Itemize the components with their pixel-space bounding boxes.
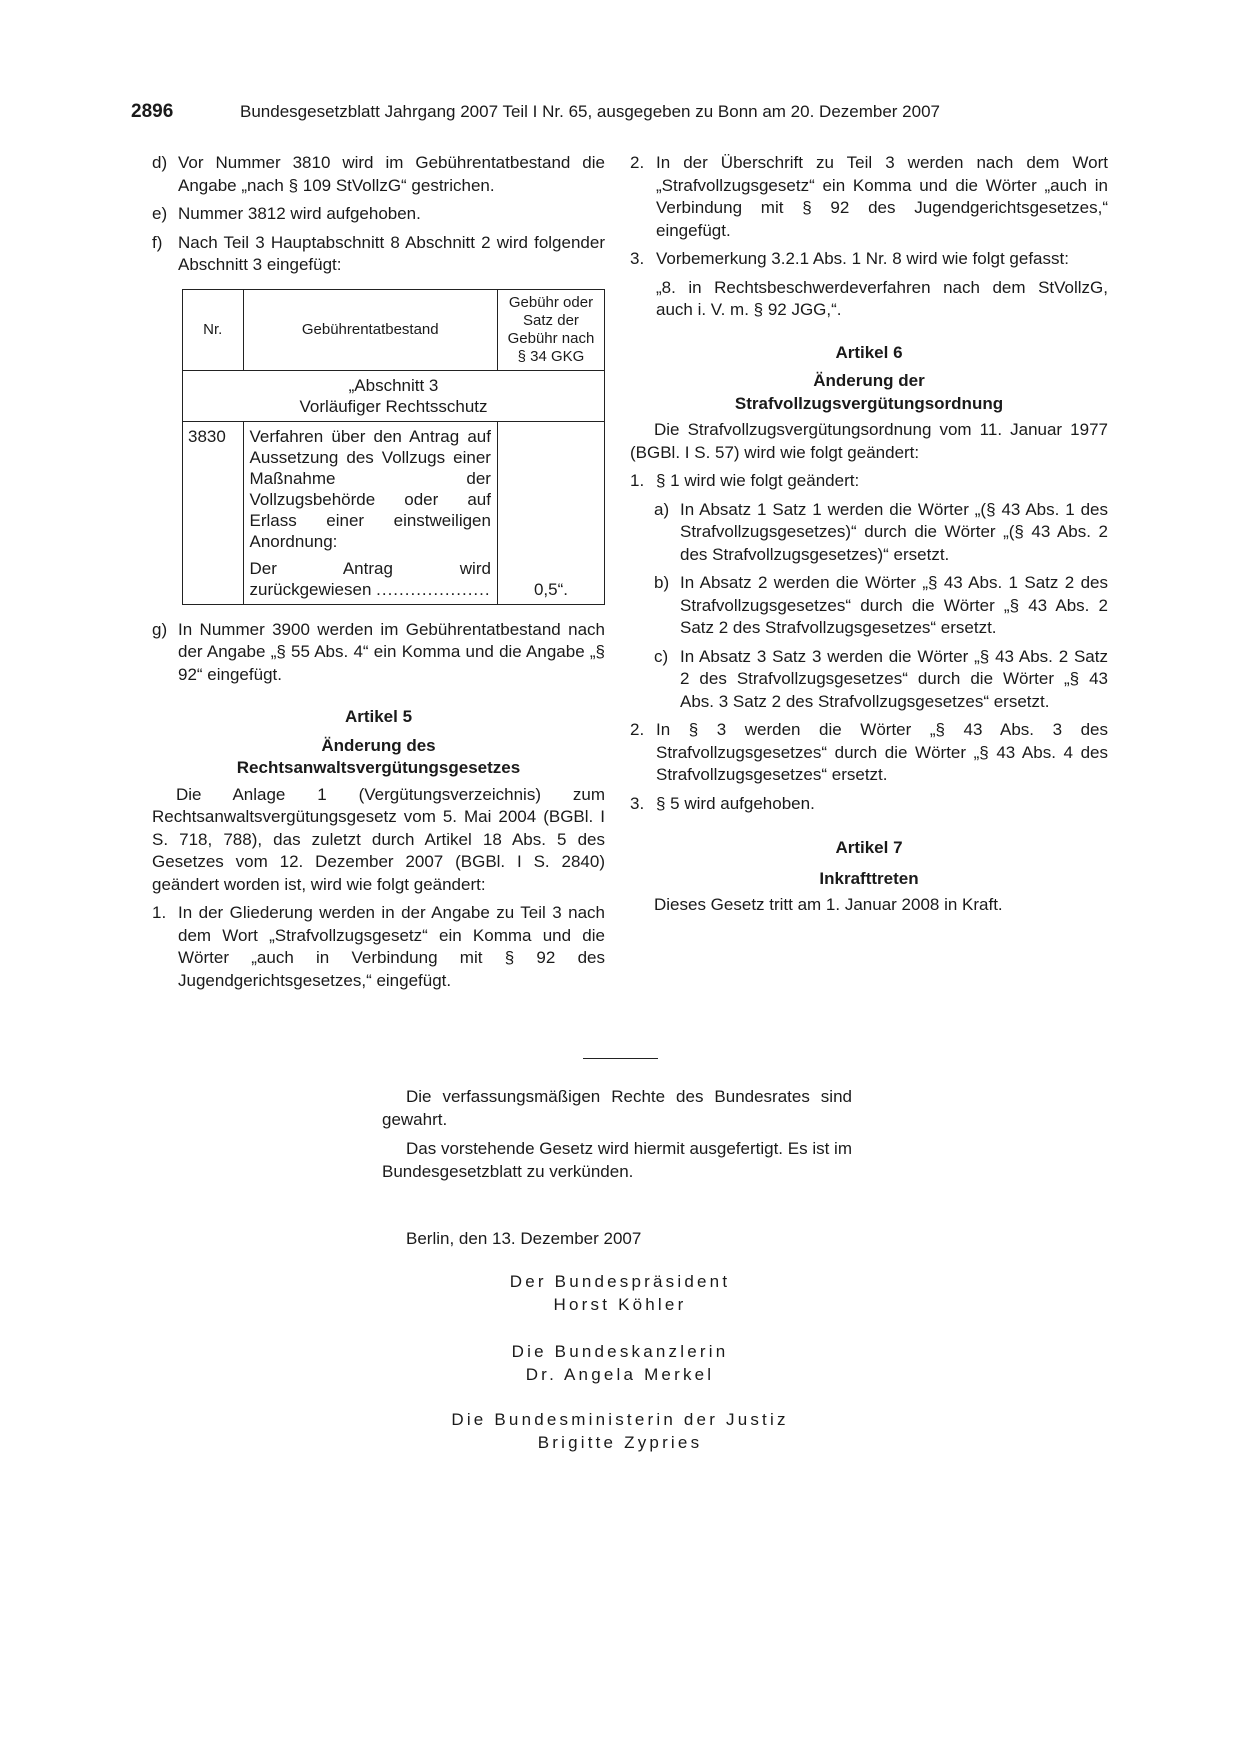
fee-table: [182, 289, 605, 605]
article-7-heading: Artikel 7: [835, 838, 903, 857]
table-row: [183, 421, 605, 604]
fee-table-section-row: [183, 370, 605, 421]
item-text: Vorbemerkung 3.2.1 Abs. 1 Nr. 8 wird wie folgt gefasst:: [656, 249, 1069, 268]
signatory-name: Dr. Angela Merkel: [525, 1365, 715, 1384]
column-header-nr: Nr.: [183, 289, 244, 370]
left-column: [152, 152, 605, 998]
list-item-g: [152, 619, 605, 687]
row-nr-cell: 3830: [183, 421, 244, 604]
article-6-heading: Artikel 6: [835, 342, 903, 362]
closing-text-1: Die verfassungsmäßigen Rechte des Bundesrates sind gewahrt.: [382, 1087, 852, 1129]
list-item-f: [152, 232, 605, 277]
item-label: f): [152, 232, 163, 252]
article-6-sub-a: [654, 499, 1108, 567]
signatory-name: Brigitte Zypries: [537, 1433, 703, 1452]
item-text: In § 3 werden die Wörter „§ 43 Abs. 3 des Strafvollzugsgesetzes“ durch die Wörter „§ 43 Abs. 4 des Strafvollzugsgesetzes“ ersetzt.: [656, 720, 1108, 784]
column-header-tatbestand: Gebührentatbestand: [243, 289, 497, 370]
item-label: 2.: [630, 720, 645, 739]
article-6-intro: Die Strafvollzugsvergütungsordnung vom 11. Januar 1977 (BGBl. I S. 57) wird wie folgt geändert:: [630, 420, 1108, 462]
gazette-header: Bundesgesetzblatt Jahrgang 2007 Teil I Nr. 65, ausgegeben zu Bonn am 20. Dezember 2007: [240, 102, 940, 121]
article-7-text: Dieses Gesetz tritt am 1. Januar 2008 in Kraft.: [654, 895, 1003, 914]
signature-president: [420, 1270, 820, 1316]
article-5-intro: Die Anlage 1 (Vergütungsverzeichnis) zum Rechtsanwaltsvergütungsgesetz vom 5. Mai 2004 (BGBl. I S. 718, 788), das zuletzt durch Artikel 18 Abs. 5 des Gesetzes vom 12. Dezember 2007 (BGBl. I S. 2840) geändert worden ist, wird wie folgt geändert:: [152, 784, 605, 894]
item-label: 2.: [630, 153, 645, 172]
item-text: Vor Nummer 3810 wird im Gebührentatbestand die Angabe „nach § 109 StVollzG“ gestrichen.: [178, 153, 605, 195]
article-6-item-2: [630, 719, 1108, 787]
item-text: In der Überschrift zu Teil 3 werden nach dem Wort „Strafvollzugsgesetz“ ein Komma und die Wörter „auch in Verbindung mit § 92 des Jugendgerichtsgesetzes,“ eingefügt.: [656, 153, 1108, 240]
article-6-item-1: [630, 470, 1108, 493]
section-heading-line2: Vorläufiger Rechtsschutz: [299, 396, 488, 416]
right-column: [630, 152, 1108, 923]
page-number: 2896: [131, 101, 174, 122]
article-6-title-line2: Strafvollzugsvergütungsordnung: [734, 393, 1004, 413]
row-description: Verfahren über den Antrag auf Aussetzung des Vollzugs einer Maßnahme der Vollzugsbehörde oder auf Erlass einer einstweiligen Anordnung:: [249, 426, 491, 551]
item-text: In der Gliederung werden in der Angabe zu Teil 3 nach dem Wort „Strafvollzugsgesetz“ ein Komma und die Wörter „auch in Verbindung mit § 92 des Jugendgerichtsgesetzes,“ eingefügt.: [178, 903, 605, 990]
item-text: Nach Teil 3 Hauptabschnitt 8 Abschnitt 2 wird folgender Abschnitt 3 eingefügt:: [178, 232, 605, 274]
item-label: e): [152, 204, 168, 223]
signature-chancellor: [420, 1340, 820, 1386]
article-6-sub-c: [654, 646, 1108, 714]
article-5-item-1: [152, 902, 605, 992]
column-header-gebuehr: Gebühr oder Satz der Gebühr nach § 34 GKG: [497, 289, 604, 370]
place-and-date: Berlin, den 13. Dezember 2007: [406, 1229, 642, 1248]
item-label: c): [654, 646, 669, 666]
item-label: 1.: [630, 471, 645, 490]
item-text: In Absatz 2 werden die Wörter „§ 43 Abs. 1 Satz 2 des Strafvollzugsgesetzes“ durch die Wörter „§ 43 Abs. 2 Satz 2 des Strafvollzugsgesetzes“ ersetzt.: [680, 573, 1108, 637]
article-5-item-3: [630, 248, 1108, 271]
row-description-cell: [243, 421, 497, 604]
row-fee-cell: 0,5“.: [497, 421, 604, 604]
signatory-role: Die Bundesministerin der Justiz: [451, 1410, 789, 1429]
section-heading-cell: [183, 370, 605, 421]
item-label: b): [654, 573, 670, 592]
item-label: d): [152, 153, 168, 172]
item-label: g): [152, 619, 168, 639]
section-divider: [583, 1058, 658, 1059]
article-5-title-line1: Änderung des: [321, 735, 436, 755]
signatory-role: Der Bundespräsident: [509, 1272, 731, 1291]
signatory-name: Horst Köhler: [553, 1295, 687, 1314]
row-dots: ....................: [376, 579, 491, 599]
closing-paragraph-1: [382, 1085, 852, 1183]
article-5-item-3-quote: „8. in Rechtsbeschwerdeverfahren nach dem StVollzG, auch i. V. m. § 92 JGG,“.: [656, 277, 1108, 319]
item-label: 3.: [630, 249, 645, 268]
closing-text-2: Das vorstehende Gesetz wird hiermit ausgefertigt. Es ist im Bundesgesetzblatt zu verkünden.: [382, 1139, 852, 1181]
article-5-title-line2: Rechtsanwaltsvergütungsgesetzes: [236, 758, 521, 777]
article-7-title: Inkrafttreten: [819, 868, 919, 888]
row-rejected-text: Der Antrag wird zurückgewiesen: [249, 558, 491, 599]
article-5-item-2: [630, 152, 1108, 242]
signatory-role: Die Bundeskanzlerin: [511, 1342, 729, 1361]
section-heading-line1: „Abschnitt 3: [348, 375, 439, 395]
item-label: 1.: [152, 903, 167, 922]
item-label: a): [654, 499, 670, 519]
list-item-e: [152, 203, 605, 226]
item-text: In Absatz 1 Satz 1 werden die Wörter „(§ 43 Abs. 1 des Strafvollzugsgesetzes)“ durch die Wörter „(§ 43 Abs. 2 des Strafvollzugsgesetzes)“ ersetzt.: [680, 499, 1108, 564]
item-text: § 1 wird wie folgt geändert:: [656, 471, 860, 490]
article-6-item-3: [630, 793, 1108, 816]
item-text: § 5 wird aufgehoben.: [656, 793, 815, 813]
item-text: In Absatz 3 Satz 3 werden die Wörter „§ 43 Abs. 2 Satz 2 des Strafvollzugsgesetzes“ durch die Wörter „§ 43 Abs. 3 Satz 2 des Strafvollzugsgesetzes“ ersetzt.: [680, 646, 1108, 711]
item-label: 3.: [630, 793, 645, 813]
article-6-title-line1: Änderung der: [813, 371, 925, 390]
signature-justice-minister: [400, 1408, 840, 1454]
fee-table-header-row: [183, 289, 605, 370]
article-6-sub-b: [654, 572, 1108, 640]
list-item-d: [152, 152, 605, 197]
article-5-heading: Artikel 5: [344, 707, 413, 726]
item-text: Nummer 3812 wird aufgehoben.: [178, 204, 421, 223]
item-text: In Nummer 3900 werden im Gebührentatbestand nach der Angabe „§ 55 Abs. 4“ ein Komma und die Angabe „§ 92“ eingefügt.: [178, 619, 605, 684]
row-description-rejected: [250, 558, 491, 600]
